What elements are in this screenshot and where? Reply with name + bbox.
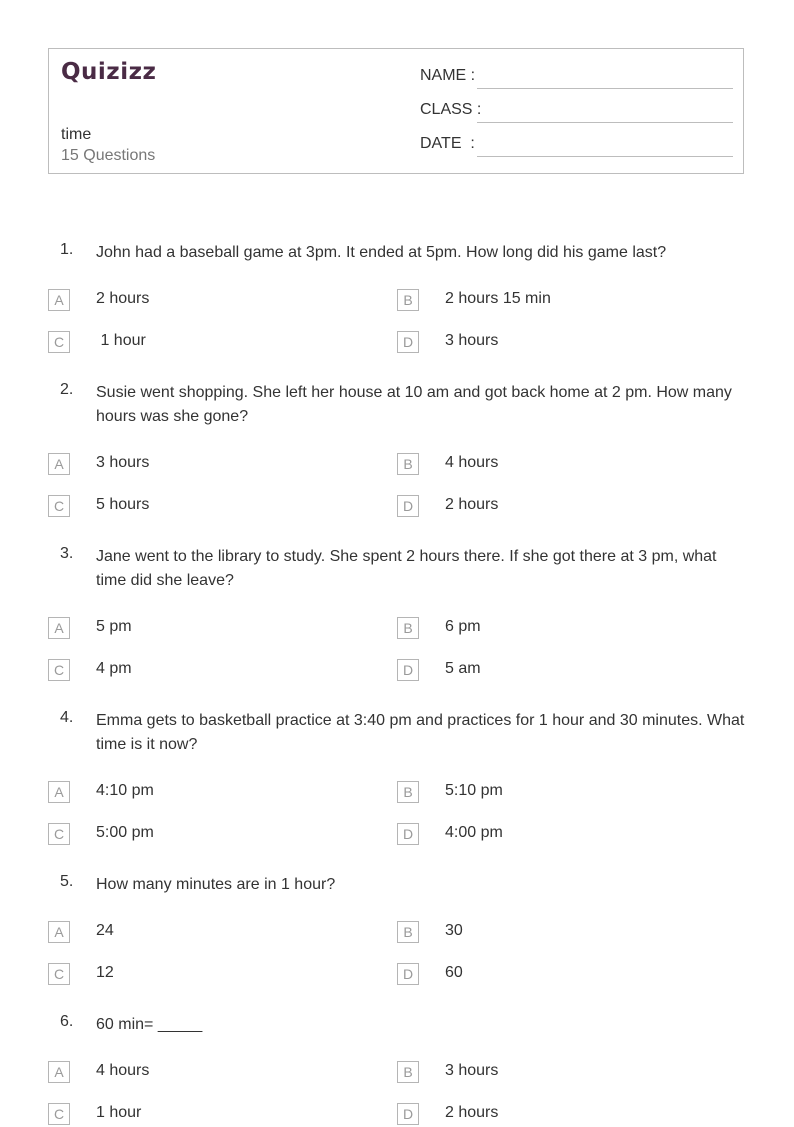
option-text: 4 pm [96,660,132,677]
option-text: 2 hours [96,290,150,307]
option-text: 1 hour [96,1104,142,1121]
option-letter-box[interactable]: D [397,331,419,353]
option-letter-box[interactable]: D [397,963,419,985]
option-letter-box[interactable]: B [397,617,419,639]
option-letter-box[interactable]: B [397,289,419,311]
option-text: 2 hours [445,496,499,513]
option-letter-box[interactable]: B [397,1061,419,1083]
option-letter-box[interactable]: D [397,659,419,681]
class-label: CLASS : [420,101,482,118]
option-text: 4 hours [96,1062,150,1079]
option-letter-box[interactable]: A [48,781,70,803]
option-text: 2 hours [445,1104,499,1121]
question-count: 15 Questions [61,147,156,164]
option-text: 5 pm [96,618,132,635]
worksheet-header [48,48,744,174]
option-text: 4 hours [445,454,499,471]
question-text: Susie went shopping. She left her house at 10 am and got back home at 2 pm. How many hours was she gone? [96,384,732,425]
option-text: 5:00 pm [96,824,154,841]
option-text: 60 [445,964,463,981]
question-text: How many minutes are in 1 hour? [96,876,336,893]
option-text: 1 hour [96,332,146,349]
question-number: 1. [60,241,74,258]
option-text: 5 am [445,660,481,677]
option-letter-box[interactable]: B [397,453,419,475]
class-field[interactable] [420,101,733,125]
option-letter-box[interactable]: A [48,1061,70,1083]
option-letter-box[interactable]: C [48,1103,70,1125]
option-text: 30 [445,922,463,939]
option-letter-box[interactable]: D [397,823,419,845]
name-label: NAME : [420,67,476,84]
question-number: 3. [60,545,74,562]
option-text: 3 hours [445,332,499,349]
option-letter-box[interactable]: A [48,617,70,639]
option-text: 4:10 pm [96,782,154,799]
option-letter-box[interactable]: A [48,921,70,943]
question-text: John had a baseball game at 3pm. It ended at 5pm. How long did his game last? [96,244,667,261]
date-field[interactable] [420,135,733,159]
date-line[interactable] [477,156,733,157]
question-text: 60 min= _____ [96,1016,203,1033]
option-text: 6 pm [445,618,481,635]
name-field[interactable] [420,67,733,91]
option-letter-box[interactable]: C [48,823,70,845]
question-number: 6. [60,1013,74,1030]
option-text: 24 [96,922,114,939]
option-letter-box[interactable]: C [48,495,70,517]
option-letter-box[interactable]: A [48,289,70,311]
question-text: Emma gets to basketball practice at 3:40 pm and practices for 1 hour and 30 minutes. What time is it now? [96,712,745,753]
quizizz-logo: Quizizz [61,59,157,85]
option-letter-box[interactable]: C [48,963,70,985]
option-text: 3 hours [445,1062,499,1079]
question-number: 4. [60,709,74,726]
name-line[interactable] [477,88,733,89]
option-letter-box[interactable]: C [48,331,70,353]
option-text: 5:10 pm [445,782,503,799]
question-number: 5. [60,873,74,890]
option-letter-box[interactable]: B [397,921,419,943]
option-text: 3 hours [96,454,150,471]
date-label: DATE : [420,135,475,152]
option-letter-box[interactable]: B [397,781,419,803]
option-text: 4:00 pm [445,824,503,841]
option-letter-box[interactable]: D [397,1103,419,1125]
class-line[interactable] [477,122,733,123]
option-text: 12 [96,964,114,981]
option-text: 5 hours [96,496,150,513]
option-text: 2 hours 15 min [445,290,551,307]
question-number: 2. [60,381,74,398]
question-text: Jane went to the library to study. She spent 2 hours there. If she got there at 3 pm, what time did she leave? [96,548,717,589]
option-letter-box[interactable]: D [397,495,419,517]
option-letter-box[interactable]: C [48,659,70,681]
option-letter-box[interactable]: A [48,453,70,475]
worksheet-title: time [61,126,92,143]
